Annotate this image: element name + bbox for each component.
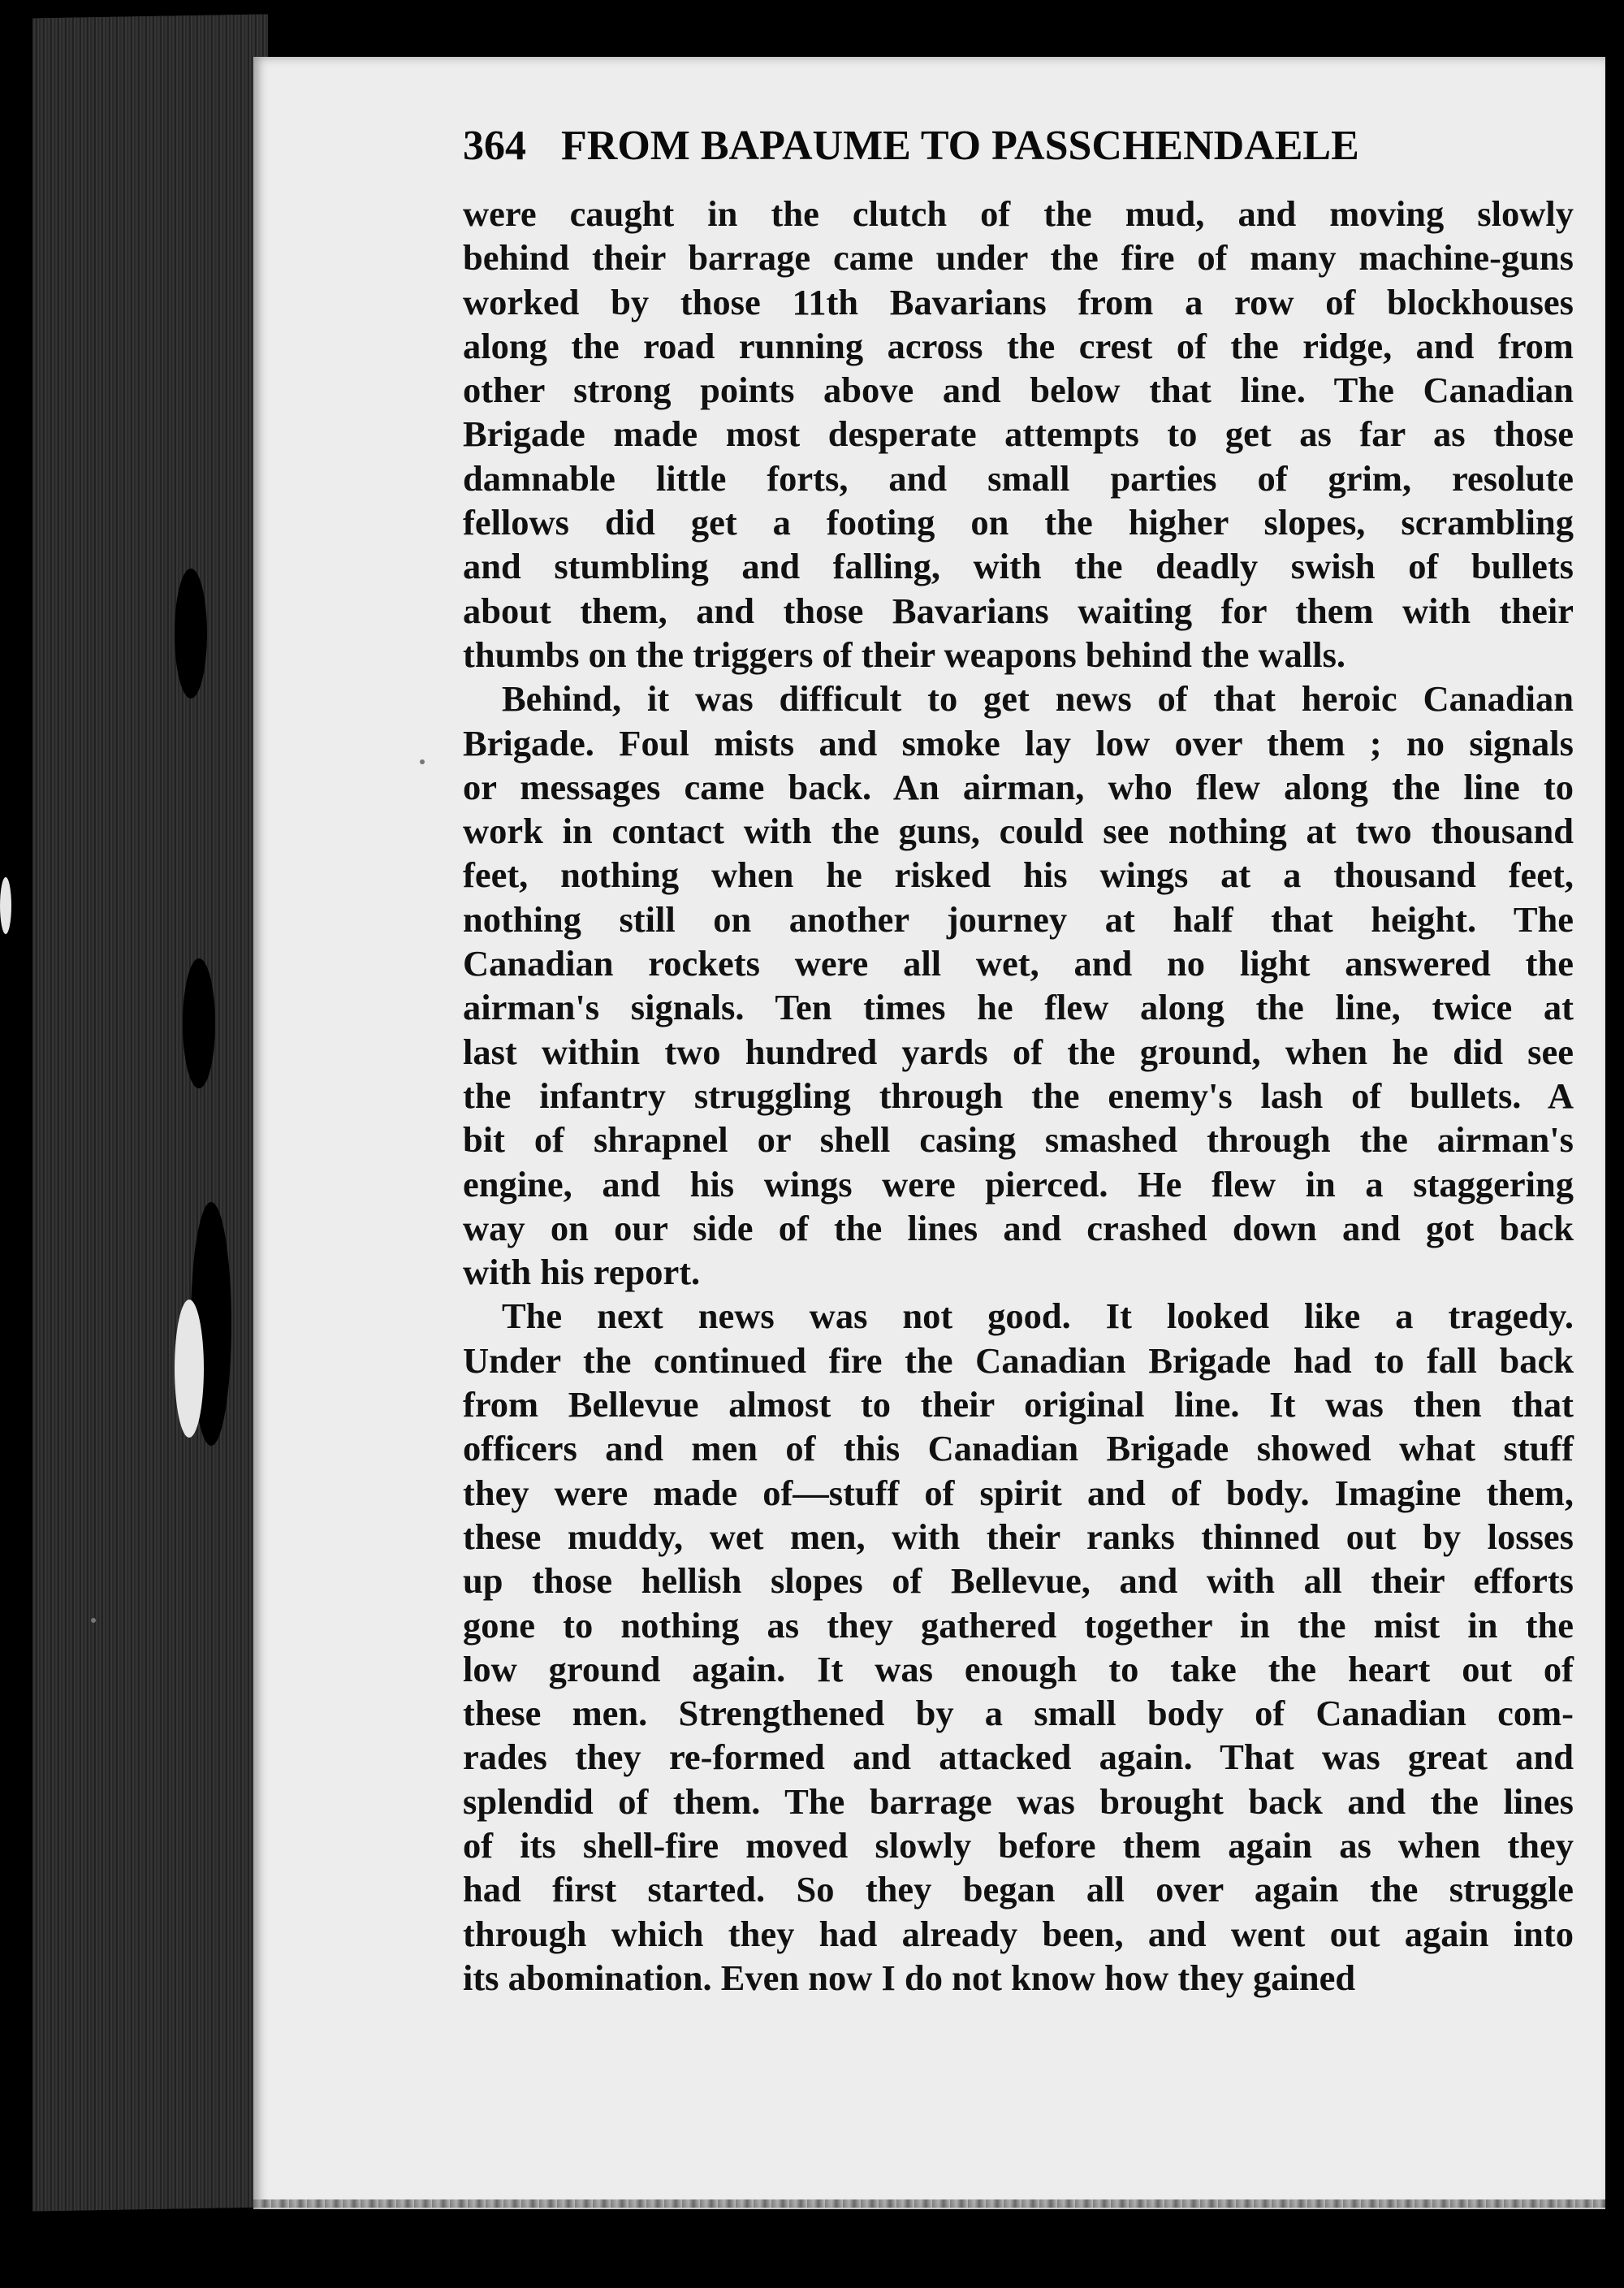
text-line: worked by those 11th Bavarians from a row of blockhouses xyxy=(463,281,1574,322)
text-line: damnable little forts, and small parties of grim, resolute xyxy=(463,457,1574,499)
text-line: Under the continued fire the Canadian Brigade had to fall back xyxy=(463,1339,1574,1381)
text-line: Brigade. Foul mists and smoke lay low over them ; no signals xyxy=(463,722,1574,763)
text-line: last within two hundred yards of the ground, when he did see xyxy=(463,1031,1574,1072)
running-title: FROM BAPAUME TO PASSCHENDAELE xyxy=(561,123,1359,169)
text-line: through which they had already been, and went out again into xyxy=(463,1913,1574,1954)
edge-shadow xyxy=(183,958,215,1088)
text-line: along the road running across the crest of the ridge, and from xyxy=(463,325,1574,366)
text-line: with his report. xyxy=(463,1252,701,1293)
text-line: Brigade made most desperate attempts to get as far as those xyxy=(463,413,1574,455)
text-line: Behind, it was difficult to get news of that heroic Canadian xyxy=(502,678,1574,720)
text-line: the infantry struggling through the enemy's lash of bullets. A xyxy=(463,1075,1574,1116)
text-line: airman's signals. Ten times he flew along the line, twice at xyxy=(463,987,1574,1028)
edge-shadow xyxy=(175,569,207,699)
stray-mark xyxy=(91,1618,96,1623)
text-line: fellows did get a footing on the higher slopes, scrambling xyxy=(463,502,1574,543)
running-header xyxy=(463,122,1575,170)
text-line: way on our side of the lines and crashed down and got back xyxy=(463,1207,1574,1248)
text-line: about them, and those Bavarians waiting for them with their xyxy=(463,590,1574,631)
edge-highlight xyxy=(0,877,11,934)
text-line: work in contact with the guns, could see nothing at two thousand xyxy=(463,811,1574,852)
stray-mark xyxy=(420,759,425,764)
text-line: splendid of them. The barrage was brought back and the lines xyxy=(463,1780,1574,1822)
text-line: Canadian rockets were all wet, and no light answered the xyxy=(463,943,1574,984)
text-line: officers and men of this Canadian Brigade showed what stuff xyxy=(463,1428,1574,1469)
text-line: were caught in the clutch of the mud, and moving slowly xyxy=(463,193,1574,234)
text-line: from Bellevue almost to their original line. It was then that xyxy=(463,1384,1574,1425)
text-line: its abomination. Even now I do not know how they gained xyxy=(463,1957,1356,1998)
edge-highlight xyxy=(175,1300,204,1438)
text-line: other strong points above and below that line. The Canadian xyxy=(463,370,1574,411)
text-line: had first started. So they began all over again the struggle xyxy=(463,1869,1574,1910)
page-body-text xyxy=(463,192,1574,2000)
text-line: bit of shrapnel or shell casing smashed through the airman's xyxy=(463,1119,1574,1161)
text-line: and stumbling and falling, with the deadly swish of bullets xyxy=(463,546,1574,587)
text-line: low ground again. It was enough to take the heart out of xyxy=(463,1648,1574,1689)
text-line: up those hellish slopes of Bellevue, and with all their efforts xyxy=(463,1560,1574,1602)
text-line: or messages came back. An airman, who flew along the line to xyxy=(463,766,1574,807)
text-line: of its shell-fire moved slowly before them again as when they xyxy=(463,1824,1574,1866)
text-line: engine, and his wings were pierced. He flew in a staggering xyxy=(463,1163,1574,1205)
text-line: rades they re-formed and attacked again. That was great and xyxy=(463,1737,1574,1778)
page-number: 364 xyxy=(463,123,526,169)
page-bottom-edge xyxy=(253,2199,1605,2208)
text-line: thumbs on the triggers of their weapons behind the walls. xyxy=(463,634,1346,675)
text-line: they were made of—stuff of spirit and of body. Imagine them, xyxy=(463,1472,1574,1513)
text-line: gone to nothing as they gathered together in the mist in the xyxy=(463,1604,1574,1646)
text-line: these muddy, wet men, with their ranks thinned out by losses xyxy=(463,1516,1574,1557)
text-line: feet, nothing when he risked his wings at a thousand feet, xyxy=(463,854,1574,896)
text-line: The next news was not good. It looked like a tragedy. xyxy=(502,1295,1574,1337)
text-line: nothing still on another journey at half that height. The xyxy=(463,898,1574,940)
text-line: these men. Strengthened by a small body of Canadian com- xyxy=(463,1693,1574,1734)
book-page-edges xyxy=(32,14,268,2211)
text-line: behind their barrage came under the fire of many machine-guns xyxy=(463,237,1574,279)
